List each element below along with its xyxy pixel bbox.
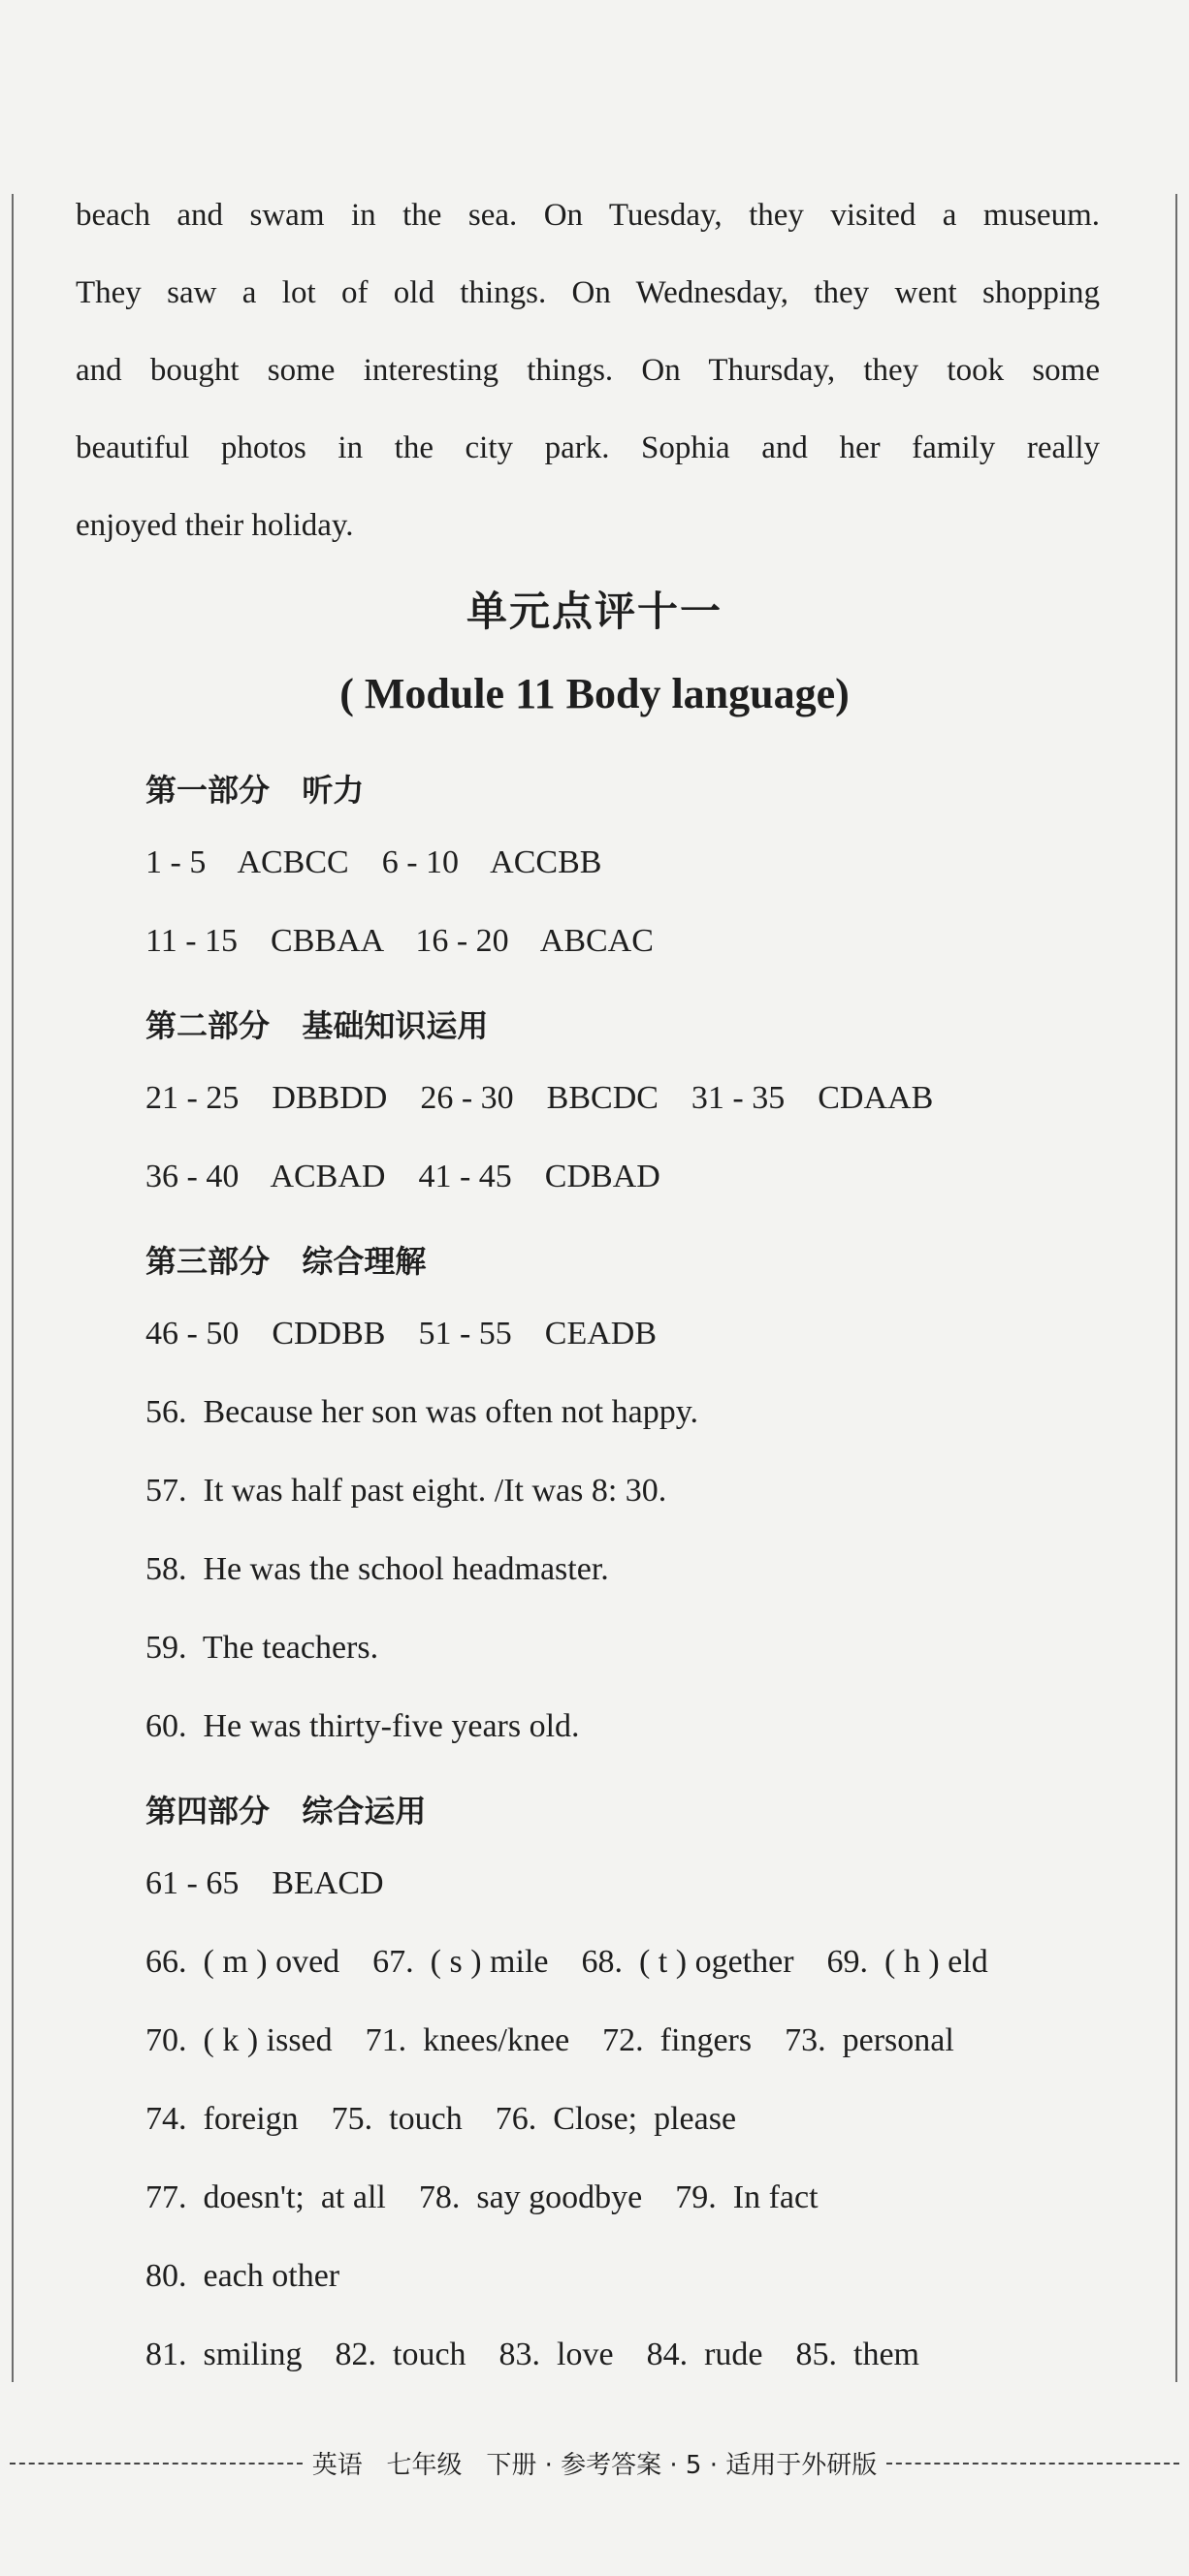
answer-line: 60. He was thirty-five years old.	[145, 1708, 580, 1744]
answer-line: 74. foreign 75. touch 76. Close; please	[145, 2101, 737, 2137]
paragraph-line: They saw a lot of old things. On Wednesday, they went shopping	[76, 275, 1100, 310]
left-margin-line	[12, 194, 14, 2382]
module-title: ( Module 11 Body language)	[339, 670, 850, 717]
paragraph-line: enjoyed their holiday.	[76, 508, 354, 543]
footer-text: 英语 七年级 下册 · 参考答案 · 5 · 适用于外研版	[311, 2451, 878, 2480]
paragraph-line: beautiful photos in the city park. Sophia and her family really	[76, 430, 1100, 465]
footer-rule-left	[10, 2463, 303, 2465]
answer-line: 80. each other	[145, 2258, 340, 2294]
answer-line: 57. It was half past eight. /It was 8: 30.	[145, 1473, 667, 1509]
section-heading: 第三部分 综合理解	[145, 1243, 427, 1280]
page-footer	[0, 2445, 1189, 2481]
answer-line: 21 - 25 DBBDD 26 - 30 BBCDC 31 - 35 CDAAB	[145, 1080, 934, 1116]
answer-line: 1 - 5 ACBCC 6 - 10 ACCBB	[145, 844, 602, 880]
section-heading: 第四部分 综合运用	[145, 1793, 427, 1829]
right-margin-line	[1175, 194, 1177, 2382]
answer-line: 70. ( k ) issed 71. knees/knee 72. fingers 73. personal	[145, 2022, 954, 2058]
answer-line: 61 - 65 BEACD	[145, 1865, 384, 1901]
story-paragraph	[76, 176, 1100, 564]
answer-line: 58. He was the school headmaster.	[145, 1551, 609, 1587]
answer-line: 59. The teachers.	[145, 1630, 379, 1666]
paragraph-line: beach and swam in the sea. On Tuesday, they visited a museum.	[76, 198, 1100, 233]
paragraph-line: and bought some interesting things. On Thursday, they took some	[76, 353, 1100, 388]
answer-line: 36 - 40 ACBAD 41 - 45 CDBAD	[145, 1159, 660, 1194]
unit-review-title: 单元点评十一	[466, 588, 723, 635]
answer-line: 56. Because her son was often not happy.	[145, 1394, 698, 1430]
section-heading: 第一部分 听力	[145, 772, 365, 809]
answer-line: 81. smiling 82. touch 83. love 84. rude 85. them	[145, 2337, 919, 2372]
answer-line: 66. ( m ) oved 67. ( s ) mile 68. ( t ) ogether 69. ( h ) eld	[145, 1944, 988, 1980]
answer-line: 11 - 15 CBBAA 16 - 20 ABCAC	[145, 923, 654, 959]
answer-line: 77. doesn't; at all 78. say goodbye 79. In fact	[145, 2179, 819, 2215]
footer-rule-right	[886, 2463, 1179, 2465]
answer-line: 46 - 50 CDDBB 51 - 55 CEADB	[145, 1316, 658, 1352]
section-heading: 第二部分 基础知识运用	[145, 1007, 489, 1044]
